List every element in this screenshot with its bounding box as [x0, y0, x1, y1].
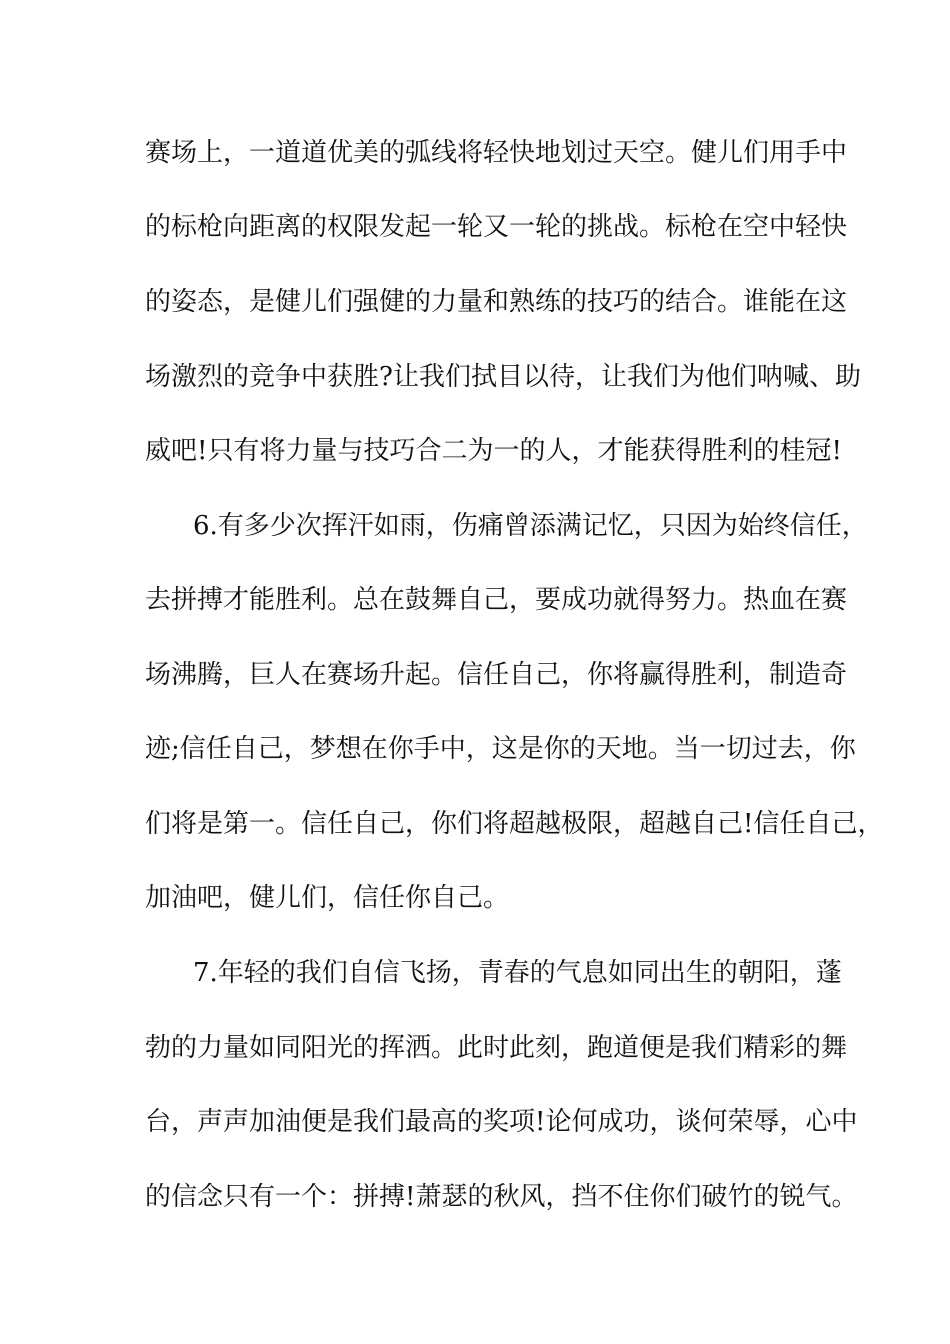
text-line: 7.年轻的我们自信飞扬，青春的气息如同出生的朝阳，蓬	[193, 958, 842, 988]
text-line: 迹;信任自己，梦想在你手中，这是你的天地。当一切过去，你	[145, 734, 856, 764]
text-line: 场沸腾，巨人在赛场升起。信任自己，你将赢得胜利，制造奇	[145, 660, 848, 690]
text-line: 场激烈的竞争中获胜?让我们拭目以待，让我们为他们呐喊、助	[145, 362, 861, 392]
text-line: 的姿态，是健儿们强健的力量和熟练的技巧的结合。谁能在这	[145, 287, 848, 317]
text-line: 台，声声加油便是我们最高的奖项!论何成功，谈何荣辱，心中	[145, 1107, 858, 1137]
text-line: 去拼搏才能胜利。总在鼓舞自己，要成功就得努力。热血在赛	[145, 585, 848, 615]
text-line: 的信念只有一个：拼搏!萧瑟的秋风，挡不住你们破竹的锐气。	[145, 1182, 858, 1212]
text-line: 加油吧，健儿们，信任你自己。	[145, 883, 510, 913]
text-line: 威吧!只有将力量与技巧合二为一的人，才能获得胜利的桂冠!	[145, 436, 842, 466]
text-line: 的标枪向距离的权限发起一轮又一轮的挑战。标枪在空中轻快	[145, 212, 848, 242]
text-line: 6.有多少次挥汗如雨，伤痛曾添满记忆，只因为始终信任，	[193, 511, 868, 541]
text-line: 赛场上，一道道优美的弧线将轻快地划过天空。健儿们用手中	[145, 138, 848, 168]
text-line: 们将是第一。信任自己，你们将超越极限，超越自己!信任自己，	[145, 809, 884, 839]
text-line: 勃的力量如同阳光的挥洒。此时此刻，跑道便是我们精彩的舞	[145, 1033, 848, 1063]
